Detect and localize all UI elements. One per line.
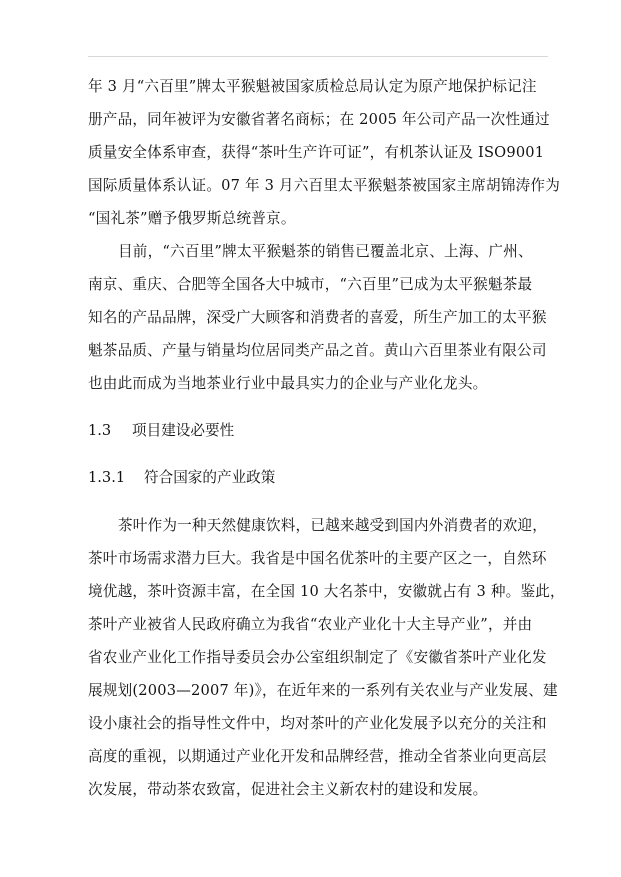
page-header-rule: [88, 56, 548, 57]
paragraph-line: 高度的重视，以期通过产业化开发和品牌经营，推动全省茶业向更高层: [88, 748, 547, 765]
paragraph-line: 次发展，带动茶农致富，促进社会主义新农村的建设和发展。: [88, 781, 488, 798]
paragraph-line: 质量安全体系审查，获得“茶叶生产许可证”，有机茶认证及 ISO9001: [88, 144, 545, 161]
section-number: 1.3: [88, 422, 112, 439]
paragraph-line: 茶叶作为一种天然健康饮料，已越来越受到国内外消费者的欢迎，: [118, 517, 548, 534]
paragraph-line: 境优越，茶叶资源丰富，在全国 10 大名茶中，安徽就占有 3 种。鉴此，: [88, 583, 565, 600]
paragraph-line: 目前，“六百里”牌太平猴魁茶的销售已覆盖北京、上海、广州、: [118, 243, 533, 260]
subsection-heading-1-3-1: [88, 468, 275, 488]
paragraph-line: 国际质量体系认证。07 年 3 月六百里太平猴魁茶被国家主席胡锦涛作为: [88, 177, 560, 194]
section-heading-1-3: [88, 421, 234, 441]
paragraph-line: 也由此而成为当地茶业行业中最具实力的企业与产业化龙头。: [88, 375, 488, 392]
paragraph-line: 设小康社会的指导性文件中，均对茶叶的产业化发展予以充分的关注和: [88, 715, 547, 732]
paragraph-line: 知名的产品品牌，深受广大顾客和消费者的喜爱，所生产加工的太平猴: [88, 309, 547, 326]
section-title: 项目建设必要性: [132, 422, 235, 439]
paragraph-line: “国礼茶”赠予俄罗斯总统普京。: [88, 210, 296, 227]
paragraph-line: 茶叶市场需求潜力巨大。我省是中国名优茶叶的主要产区之一，自然环: [88, 550, 547, 567]
paragraph-line: 茶叶产业被省人民政府确立为我省“农业产业化十大主导产业”，并由: [88, 616, 533, 633]
paragraph-line: 魁茶品质、产量与销量均位居同类产品之首。黄山六百里茶业有限公司: [88, 342, 547, 359]
paragraph-line: 南京、重庆、合肥等全国各大中城市，“六百里”已成为太平猴魁茶最: [88, 276, 533, 293]
subsection-number: 1.3.1: [88, 469, 126, 486]
paragraph-line: 省农业产业化工作指导委员会办公室组织制定了《安徽省茶叶产业化发: [88, 649, 547, 666]
subsection-title: 符合国家的产业政策: [144, 469, 276, 486]
paragraph-line: 展规划(2003—2007 年)》，在近年来的一系列有关农业与产业发展、建: [88, 682, 558, 699]
paragraph-line: 册产品，同年被评为安徽省著名商标；在 2005 年公司产品一次性通过: [88, 111, 550, 128]
paragraph-line: 年 3 月“六百里”牌太平猴魁被国家质检总局认定为原产地保护标记注: [88, 78, 537, 95]
